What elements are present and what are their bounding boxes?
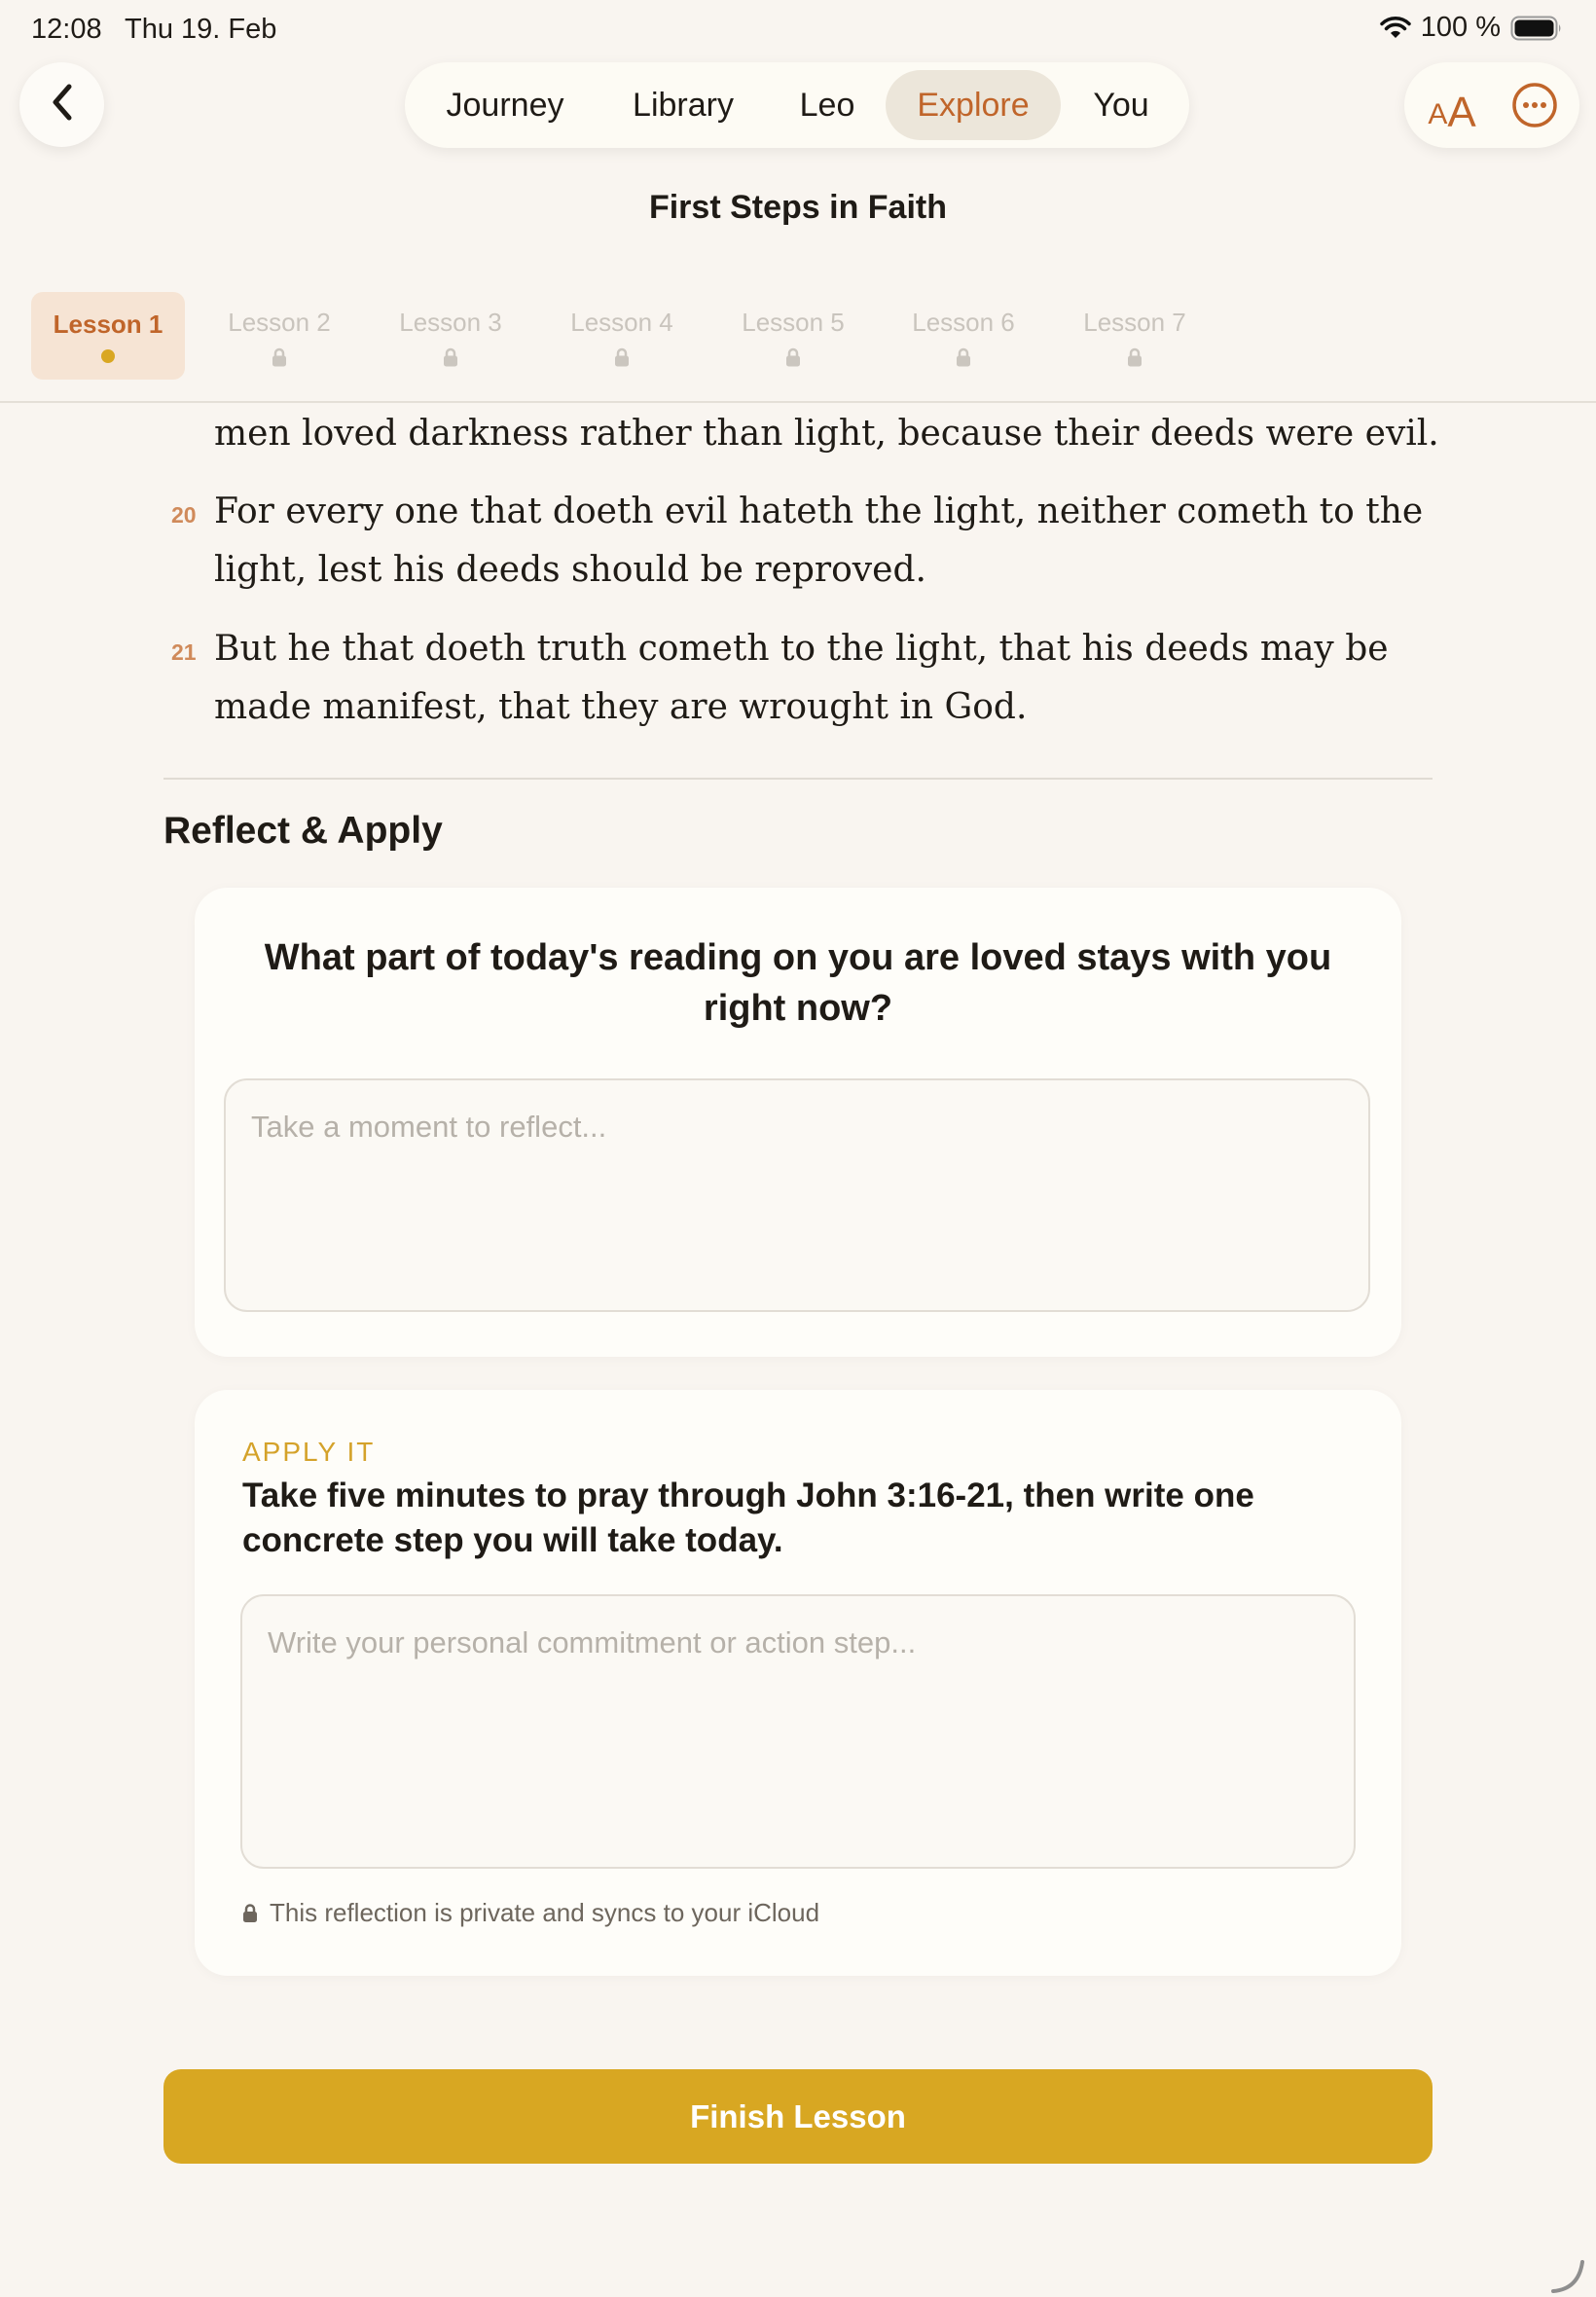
commitment-textarea[interactable] (240, 1594, 1356, 1869)
lesson-tab-7[interactable] (1058, 292, 1212, 380)
battery-icon (1510, 16, 1563, 41)
reflection-textarea[interactable] (224, 1078, 1370, 1312)
reflection-question: What part of today's reading on you are loved stays with you right now? (264, 937, 1332, 1029)
back-button[interactable] (19, 62, 104, 147)
verse-text-line: men loved darkness rather than light, because their deeds were evil. (214, 414, 1439, 454)
lesson-tab-1[interactable] (31, 292, 185, 380)
chevron-left-icon (48, 81, 77, 128)
lesson-tab-label: Lesson 1 (53, 310, 163, 339)
more-button[interactable] (1511, 82, 1558, 128)
header-divider (0, 401, 1596, 403)
reflection-card (195, 888, 1401, 1357)
lock-icon (443, 347, 458, 367)
lesson-tab-2[interactable] (202, 292, 356, 380)
tab-leo[interactable]: Leo (799, 86, 855, 124)
top-tab-bar (405, 62, 1189, 148)
text-size-large-glyph: A (1447, 89, 1476, 136)
lesson-tab-5[interactable] (716, 292, 870, 380)
apply-card (195, 1390, 1401, 1976)
lesson-tab-label: Lesson 3 (399, 308, 502, 337)
lock-icon (272, 347, 287, 367)
tab-you[interactable]: You (1093, 86, 1149, 124)
status-indicators (1380, 12, 1563, 44)
lock-icon (956, 347, 971, 367)
verse-number: 21 (171, 639, 197, 665)
lock-icon (785, 347, 801, 367)
status-bar (0, 0, 1596, 60)
ellipsis-circle-icon (1511, 116, 1558, 132)
privacy-note-text: This reflection is private and syncs to your iCloud (270, 1898, 820, 1927)
apply-label: APPLY IT (242, 1437, 376, 1467)
wifi-icon (1380, 17, 1411, 40)
lesson-tab-label: Lesson 5 (742, 308, 845, 337)
verse-text-line: But he that doeth truth cometh to the light, that his deeds may be (214, 629, 1389, 669)
verse-text-line: For every one that doeth evil hateth the light, neither cometh to the (214, 492, 1424, 531)
lesson-tab-3[interactable] (374, 292, 527, 380)
status-time: 12:08 (31, 14, 102, 45)
section-title: Reflect & Apply (163, 810, 443, 852)
course-title: First Steps in Faith (648, 189, 948, 226)
lesson-tab-6[interactable] (887, 292, 1040, 380)
lesson-tab-label: Lesson 7 (1083, 308, 1186, 337)
lock-icon (1127, 347, 1143, 367)
lesson-tab-4[interactable] (545, 292, 699, 380)
lesson-tab-label: Lesson 6 (912, 308, 1015, 337)
lock-icon (242, 1903, 258, 1923)
status-date: Thu 19. Feb (125, 14, 277, 45)
tab-explore[interactable]: Explore (886, 70, 1061, 140)
text-size-button[interactable] (1418, 74, 1486, 136)
verse-number: 20 (171, 502, 197, 528)
privacy-note (242, 1898, 819, 1928)
tab-journey[interactable]: Journey (446, 86, 564, 124)
battery-percentage: 100 % (1420, 12, 1501, 43)
text-size-small-glyph: A (1428, 98, 1448, 130)
reader-actions (1404, 62, 1579, 148)
section-divider (163, 778, 1433, 780)
tab-library[interactable]: Library (633, 86, 734, 124)
verse-text-line: made manifest, that they are wrought in God. (214, 687, 1028, 727)
finish-lesson-button[interactable]: Finish Lesson (163, 2069, 1433, 2164)
lesson-tab-label: Lesson 4 (570, 308, 673, 337)
lesson-tab-label: Lesson 2 (228, 308, 331, 337)
lock-icon (614, 347, 630, 367)
verse-text-line: light, lest his deeds should be reproved. (214, 550, 926, 590)
apply-instruction: Take five minutes to pray through John 3:16-21, then write one concrete step you will take today. (242, 1477, 1254, 1559)
current-lesson-dot (101, 349, 115, 363)
resize-handle[interactable] (1549, 2256, 1588, 2295)
